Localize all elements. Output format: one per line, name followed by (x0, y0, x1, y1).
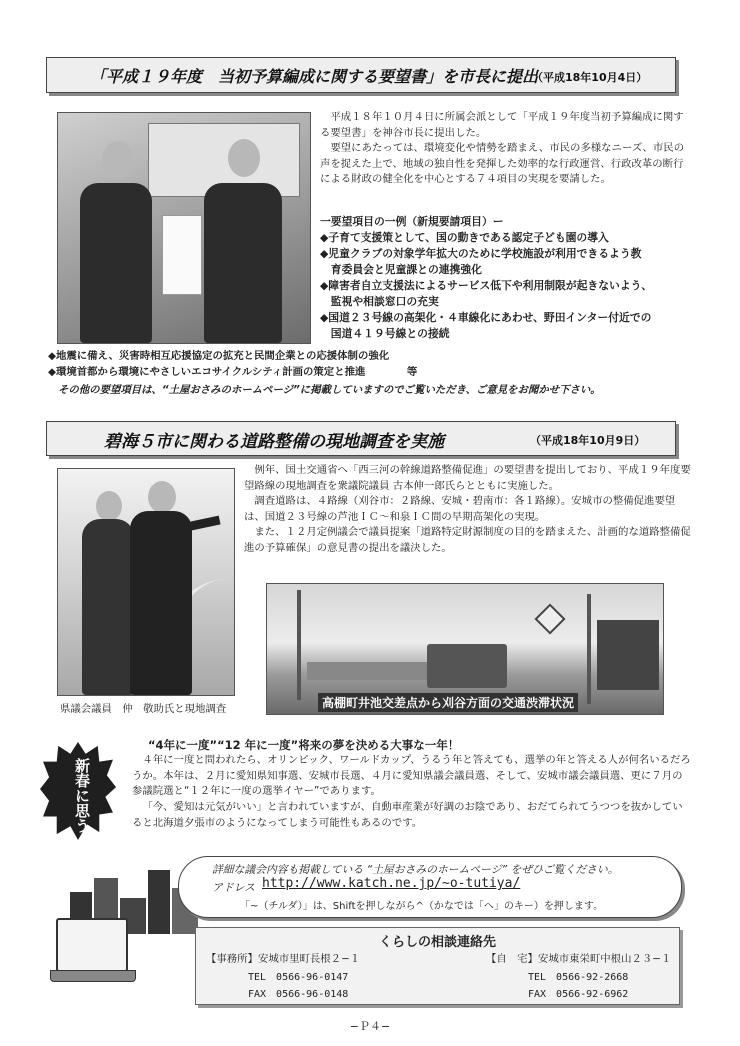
section2-caption-left: 県議会議員 仲 敬助氏と現地調査 (60, 703, 227, 715)
section3-para-1: ４年に一度と問われたら、オリンピック、ワールドカップ、うるう年と答えても、選挙の年と答える人が何名いるだろうか。本年は、２月に愛知県知事選、安城市長選、４月に愛知県議会議員選、そして、安城市議会議員選、更に７月の参議院選と“１２年に一度の選挙イヤー”であります。 (132, 754, 691, 798)
section1-list-heading: 一要望項目の一例（新規要請項目）ー (320, 215, 504, 228)
person-body (80, 183, 152, 343)
contact-title: くらしの相談連絡先 (378, 935, 496, 950)
bubble-note: 「~（チルダ）」は、Shiftを押しながら^（かなでは「へ」のキー）を押します。 (240, 901, 604, 912)
burst-badge-text: 新春に思う！ (73, 758, 91, 848)
list-item: ◆子育て支援策として、国の動きである認定子ども園の導入 (320, 231, 609, 244)
pointing-arm (185, 516, 220, 532)
section2-photo-left (57, 468, 235, 696)
section1-item-list (320, 230, 652, 342)
list-item: ◆環境首都から環境にやさしいエコサイクルシティ計画の策定と推進 等 (48, 366, 418, 378)
person-body (204, 183, 282, 343)
page-number: −Ｐ４− (349, 1020, 391, 1033)
laptop-icon (50, 918, 134, 984)
list-item: 監視や相談窓口の充実 (320, 295, 439, 308)
document-paper (162, 215, 202, 295)
section1-para-1: 平成１８年１０月４日に所属会派として「平成１９年度当初予算編成に関する要望書」を神谷市長に提出した。 (320, 111, 684, 139)
bubble-address-label: アドレス (212, 881, 255, 894)
section1-closing: その他の要望項目は、“土屋おさみのホームページ”に掲載していますのでご覧いただき、ご意見をお聞かせ下さい。 (58, 384, 601, 396)
section3-heading: “4年に一度”“12 年に一度”将来の夢を決める大事な一年！ (148, 738, 460, 752)
section1-date: （平成18年10月4日） (532, 71, 648, 84)
office-tel: TEL 0566-96-0147 (248, 972, 349, 983)
list-item: ◆地震に備え、災害時相互応援協定の拡充と民間企業との応援体制の強化 (48, 350, 390, 362)
list-item: ◆障害者自立支援法によるサービス低下や利用制限が起きないよう、 (320, 279, 653, 292)
section2-caption-right: 高棚町井池交差点から刈谷方面の交通渋滞状況 (318, 693, 578, 712)
homepage-link[interactable]: http://www.katch.ne.jp/~o-tutiya/ (262, 876, 521, 891)
person-head (148, 481, 176, 513)
section1-item-list-wide (48, 348, 417, 380)
section1-para-2: 要望にあたっては、環境変化や情勢を踏まえ、市民の多様なニーズ、市民の声を捉えた上で、地域の独自性を発揮した効率的な行政運営、行政改革の断行による財政の健全化を中心とする７４項目の実現を要請した。 (320, 142, 685, 186)
laptop-screen (56, 918, 128, 972)
building-icon (148, 870, 170, 934)
office-fax: FAX 0566-96-0148 (248, 989, 349, 1000)
person-head (102, 141, 134, 179)
car-row (307, 662, 427, 680)
section2-para-3: また、１２月定例議会で議員提案「道路特定財源制度の目的を踏まえた、計画的な道路整備促進の予算確保」の意見書の提出を議決した。 (244, 526, 691, 554)
person-head (96, 491, 122, 521)
person-head (228, 139, 260, 177)
list-item: 育委員会と児童課との連携強化 (320, 263, 482, 276)
section3-para-2: 「今、愛知は元気がいい」と言われていますが、自動車産業が好調のお陰であり、おだてられてうつつを抜かしていると北海道夕張市のようになってしまう可能性もあるのです。 (132, 801, 683, 829)
section2-date: （平成18年10月9日） (530, 434, 646, 447)
home-tel: TEL 0566-92-2668 (528, 972, 629, 983)
home-fax: FAX 0566-92-6962 (528, 989, 629, 1000)
road-sign-icon (534, 603, 565, 634)
section2-para-1: 例年、国土交通省へ「西三河の幹線道路整備促進」の要望書を提出しており、平成１９年度要望路線の現地調査を衆議院議員 古本伸一郎氏らとともに実施した。 (244, 464, 691, 492)
person-body (82, 519, 134, 695)
list-item: ◆国道２３号線の高架化・４車線化にあわせ、野田インター付近での (320, 311, 652, 324)
section1-title: 「平成１９年度 当初予算編成に関する要望書」を市長に提出 (90, 67, 539, 86)
section1-photo (57, 112, 311, 344)
list-item: ◆児童クラブの対象学年拡大のために学校施設が利用できるよう教 (320, 247, 642, 260)
section2-title: 碧海５市に関わる道路整備の現地調査を実施 (104, 432, 444, 452)
person-body (130, 511, 192, 695)
list-item: 国道４１９号線との接続 (320, 327, 450, 340)
utility-pole (297, 590, 301, 700)
section2-para-2: 調査道路は、４路線（刈谷市：２路線、安城・碧南市：各１路線）。安城市の整備促進要望は、国道２３号線の芦池ＩＣ～和泉ＩＣ間の早期高架化の実現。 (244, 495, 676, 523)
truck-icon (427, 644, 507, 688)
office-address: 【事務所】安城市里町長根２−１ (206, 953, 361, 965)
utility-pole (587, 594, 591, 704)
laptop-base (50, 970, 136, 982)
bubble-line-1: 詳細な議会内容も掲載している “土屋おさみのホームページ” をぜひご覧ください。 (212, 863, 619, 876)
home-address: 【自 宅】安城市東栄町中根山２３−１ (486, 953, 672, 965)
truck-icon (597, 620, 659, 690)
